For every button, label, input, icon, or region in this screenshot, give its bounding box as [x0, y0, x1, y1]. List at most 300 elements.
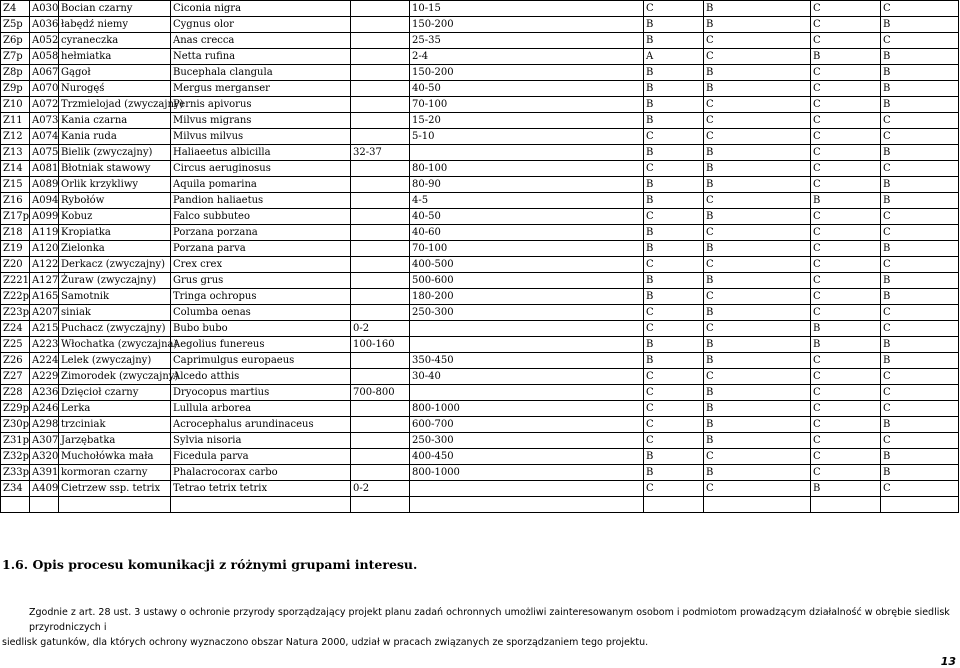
page-number: 13	[940, 655, 956, 668]
table-row	[1, 257, 959, 273]
cell-isolation: C	[811, 161, 881, 177]
cell-population-breeding	[410, 497, 644, 513]
cell-polish-name: Kropiatka	[59, 225, 171, 241]
cell-conservation-status: C	[704, 113, 811, 129]
cell-isolation: B	[811, 193, 881, 209]
cell-isolation: C	[811, 417, 881, 433]
cell-isolation: C	[811, 353, 881, 369]
cell-overall-assessment: C	[881, 401, 959, 417]
cell-polish-name: Zimorodek (zwyczajny)	[59, 369, 171, 385]
cell-conservation-status: B	[704, 81, 811, 97]
table-row	[1, 97, 959, 113]
cell-site-code: Z23p	[1, 305, 30, 321]
cell-population-breeding: 350-450	[410, 353, 644, 369]
cell-population-resident	[351, 209, 410, 225]
cell-site-code: Z8p	[1, 65, 30, 81]
table-row	[1, 337, 959, 353]
cell-natura-code: A307	[30, 433, 59, 449]
cell-site-code: Z20	[1, 257, 30, 273]
cell-natura-code: A073	[30, 113, 59, 129]
cell-polish-name: kormoran czarny	[59, 465, 171, 481]
cell-latin-name: Acrocephalus arundinaceus	[171, 417, 351, 433]
cell-natura-code: A229	[30, 369, 59, 385]
cell-isolation: C	[811, 209, 881, 225]
cell-natura-code: A320	[30, 449, 59, 465]
cell-overall-assessment: C	[881, 305, 959, 321]
cell-isolation: C	[811, 369, 881, 385]
cell-population-breeding: 250-300	[410, 305, 644, 321]
cell-population-breeding: 30-40	[410, 369, 644, 385]
cell-conservation-status: B	[704, 401, 811, 417]
cell-latin-name	[171, 497, 351, 513]
cell-overall-assessment: B	[881, 177, 959, 193]
cell-population-resident	[351, 353, 410, 369]
cell-isolation: C	[811, 401, 881, 417]
cell-site-code: Z22p	[1, 289, 30, 305]
cell-polish-name: trzciniak	[59, 417, 171, 433]
table-row	[1, 17, 959, 33]
cell-population-breeding: 80-90	[410, 177, 644, 193]
cell-site-code: Z6p	[1, 33, 30, 49]
cell-population-assessment: C	[644, 401, 704, 417]
cell-isolation: C	[811, 17, 881, 33]
cell-conservation-status: B	[704, 209, 811, 225]
table-row	[1, 305, 959, 321]
cell-population-assessment: C	[644, 129, 704, 145]
cell-overall-assessment: C	[881, 385, 959, 401]
cell-population-assessment: B	[644, 289, 704, 305]
cell-population-breeding: 10-15	[410, 1, 644, 17]
cell-population-resident	[351, 241, 410, 257]
cell-conservation-status: C	[704, 449, 811, 465]
cell-conservation-status: B	[704, 161, 811, 177]
cell-polish-name: Błotniak stawowy	[59, 161, 171, 177]
cell-polish-name: Lelek (zwyczajny)	[59, 353, 171, 369]
cell-population-resident	[351, 49, 410, 65]
cell-population-resident	[351, 113, 410, 129]
cell-polish-name: Żuraw (zwyczajny)	[59, 273, 171, 289]
cell-population-assessment: C	[644, 417, 704, 433]
cell-polish-name: Nurogęś	[59, 81, 171, 97]
cell-population-resident	[351, 97, 410, 113]
cell-polish-name: siniak	[59, 305, 171, 321]
table-row	[1, 209, 959, 225]
cell-site-code	[1, 497, 30, 513]
cell-site-code: Z27	[1, 369, 30, 385]
cell-population-resident	[351, 161, 410, 177]
cell-polish-name: Derkacz (zwyczajny)	[59, 257, 171, 273]
cell-latin-name: Falco subbuteo	[171, 209, 351, 225]
cell-population-assessment: B	[644, 465, 704, 481]
cell-natura-code: A070	[30, 81, 59, 97]
cell-polish-name: cyraneczka	[59, 33, 171, 49]
cell-population-resident	[351, 401, 410, 417]
cell-isolation: C	[811, 241, 881, 257]
cell-site-code: Z14	[1, 161, 30, 177]
table-row	[1, 177, 959, 193]
cell-population-resident	[351, 433, 410, 449]
cell-site-code: Z28	[1, 385, 30, 401]
cell-conservation-status: B	[704, 385, 811, 401]
cell-site-code: Z19	[1, 241, 30, 257]
table-row	[1, 385, 959, 401]
cell-population-resident	[351, 497, 410, 513]
cell-site-code: Z25	[1, 337, 30, 353]
cell-population-assessment: B	[644, 81, 704, 97]
cell-population-assessment: B	[644, 193, 704, 209]
cell-overall-assessment: C	[881, 481, 959, 497]
cell-natura-code: A207	[30, 305, 59, 321]
cell-population-breeding: 250-300	[410, 433, 644, 449]
table-row	[1, 161, 959, 177]
cell-latin-name: Dryocopus martius	[171, 385, 351, 401]
cell-site-code: Z33p	[1, 465, 30, 481]
cell-conservation-status: B	[704, 417, 811, 433]
table-row	[1, 225, 959, 241]
cell-isolation: C	[811, 433, 881, 449]
cell-polish-name: Bocian czarny	[59, 1, 171, 17]
cell-site-code: Z29p	[1, 401, 30, 417]
cell-population-breeding	[410, 321, 644, 337]
cell-site-code: Z26	[1, 353, 30, 369]
cell-population-breeding: 500-600	[410, 273, 644, 289]
cell-overall-assessment: C	[881, 161, 959, 177]
cell-natura-code: A215	[30, 321, 59, 337]
cell-site-code: Z13	[1, 145, 30, 161]
cell-population-breeding: 70-100	[410, 97, 644, 113]
cell-overall-assessment: C	[881, 321, 959, 337]
cell-overall-assessment: B	[881, 465, 959, 481]
cell-polish-name: Kania czarna	[59, 113, 171, 129]
paragraph-line-2: siedlisk gatunków, dla których ochrony wyznaczono obszar Natura 2000, udział w pracach związanych ze sporządzaniem tego projektu.	[2, 637, 649, 648]
cell-natura-code: A058	[30, 49, 59, 65]
cell-polish-name: Trzmielojad (zwyczajny)	[59, 97, 171, 113]
cell-site-code: Z32p	[1, 449, 30, 465]
cell-population-resident	[351, 257, 410, 273]
cell-population-resident	[351, 1, 410, 17]
cell-latin-name: Tringa ochropus	[171, 289, 351, 305]
cell-natura-code: A236	[30, 385, 59, 401]
cell-population-breeding: 150-200	[410, 65, 644, 81]
cell-conservation-status: B	[704, 241, 811, 257]
cell-population-assessment: C	[644, 1, 704, 17]
cell-conservation-status: B	[704, 1, 811, 17]
cell-overall-assessment: B	[881, 337, 959, 353]
cell-conservation-status: C	[704, 481, 811, 497]
cell-isolation: B	[811, 49, 881, 65]
cell-polish-name: łabędź niemy	[59, 17, 171, 33]
cell-population-assessment: C	[644, 369, 704, 385]
table-row	[1, 113, 959, 129]
cell-isolation: C	[811, 65, 881, 81]
cell-conservation-status: B	[704, 465, 811, 481]
cell-population-resident	[351, 449, 410, 465]
cell-latin-name: Bucephala clangula	[171, 65, 351, 81]
cell-population-assessment: B	[644, 97, 704, 113]
cell-population-breeding: 400-500	[410, 257, 644, 273]
cell-natura-code: A120	[30, 241, 59, 257]
cell-site-code: Z17p	[1, 209, 30, 225]
cell-isolation: C	[811, 465, 881, 481]
cell-latin-name: Haliaeetus albicilla	[171, 145, 351, 161]
cell-population-assessment: C	[644, 321, 704, 337]
cell-site-code: Z221	[1, 273, 30, 289]
cell-overall-assessment: B	[881, 353, 959, 369]
cell-population-resident	[351, 81, 410, 97]
cell-population-resident	[351, 417, 410, 433]
cell-overall-assessment: B	[881, 97, 959, 113]
cell-overall-assessment: C	[881, 369, 959, 385]
table-row	[1, 273, 959, 289]
cell-conservation-status: C	[704, 97, 811, 113]
cell-isolation: C	[811, 225, 881, 241]
cell-latin-name: Porzana porzana	[171, 225, 351, 241]
cell-population-assessment: B	[644, 225, 704, 241]
cell-conservation-status: C	[704, 225, 811, 241]
cell-population-resident	[351, 65, 410, 81]
cell-latin-name: Columba oenas	[171, 305, 351, 321]
table-row	[1, 465, 959, 481]
cell-polish-name: Gągoł	[59, 65, 171, 81]
cell-population-assessment: C	[644, 305, 704, 321]
cell-overall-assessment: C	[881, 113, 959, 129]
cell-population-assessment: C	[644, 433, 704, 449]
cell-population-resident	[351, 289, 410, 305]
cell-natura-code: A127	[30, 273, 59, 289]
cell-site-code: Z16	[1, 193, 30, 209]
cell-site-code: Z34	[1, 481, 30, 497]
cell-population-breeding: 15-20	[410, 113, 644, 129]
table-row	[1, 353, 959, 369]
cell-polish-name: Puchacz (zwyczajny)	[59, 321, 171, 337]
cell-site-code: Z24	[1, 321, 30, 337]
cell-natura-code: A030	[30, 1, 59, 17]
cell-population-breeding: 80-100	[410, 161, 644, 177]
cell-population-resident	[351, 177, 410, 193]
section-heading: 1.6. Opis procesu komunikacji z różnymi grupami interesu.	[2, 557, 418, 572]
cell-natura-code: A036	[30, 17, 59, 33]
cell-site-code: Z5p	[1, 17, 30, 33]
cell-population-breeding	[410, 481, 644, 497]
cell-site-code: Z31p	[1, 433, 30, 449]
cell-site-code: Z15	[1, 177, 30, 193]
cell-population-resident	[351, 369, 410, 385]
cell-natura-code: A122	[30, 257, 59, 273]
cell-natura-code: A072	[30, 97, 59, 113]
cell-overall-assessment: B	[881, 273, 959, 289]
cell-conservation-status: C	[704, 49, 811, 65]
cell-latin-name: Ciconia nigra	[171, 1, 351, 17]
cell-population-resident	[351, 225, 410, 241]
cell-overall-assessment: C	[881, 257, 959, 273]
cell-population-breeding: 40-50	[410, 81, 644, 97]
cell-polish-name: Muchołówka mała	[59, 449, 171, 465]
cell-population-assessment: B	[644, 65, 704, 81]
cell-latin-name: Crex crex	[171, 257, 351, 273]
table-row	[1, 497, 959, 513]
cell-latin-name: Sylvia nisoria	[171, 433, 351, 449]
cell-latin-name: Anas crecca	[171, 33, 351, 49]
cell-overall-assessment: C	[881, 33, 959, 49]
cell-isolation: C	[811, 129, 881, 145]
cell-population-assessment: B	[644, 273, 704, 289]
cell-population-assessment: B	[644, 33, 704, 49]
cell-population-assessment: B	[644, 337, 704, 353]
cell-population-assessment: B	[644, 241, 704, 257]
cell-isolation: C	[811, 305, 881, 321]
cell-natura-code	[30, 497, 59, 513]
cell-population-resident	[351, 193, 410, 209]
table-row	[1, 81, 959, 97]
cell-site-code: Z7p	[1, 49, 30, 65]
cell-polish-name: hełmiatka	[59, 49, 171, 65]
cell-overall-assessment: C	[881, 225, 959, 241]
cell-site-code: Z10	[1, 97, 30, 113]
cell-latin-name: Grus grus	[171, 273, 351, 289]
table-row	[1, 369, 959, 385]
cell-polish-name: Kania ruda	[59, 129, 171, 145]
paragraph-line-1: Zgodnie z art. 28 ust. 3 ustawy o ochronie przyrody sporządzający projekt planu zadań ochronnych umożliwi zainteresowanym osobom i podmiotom prowadzącym działalność w obrębie siedlisk przyrodniczych i	[29, 607, 950, 633]
cell-conservation-status: B	[704, 17, 811, 33]
cell-conservation-status: B	[704, 353, 811, 369]
table-row	[1, 449, 959, 465]
cell-latin-name: Pandion haliaetus	[171, 193, 351, 209]
table-row	[1, 33, 959, 49]
cell-conservation-status: B	[704, 177, 811, 193]
cell-overall-assessment: B	[881, 49, 959, 65]
cell-population-resident: 32-37	[351, 145, 410, 161]
cell-conservation-status: C	[704, 129, 811, 145]
cell-conservation-status	[704, 497, 811, 513]
cell-latin-name: Caprimulgus europaeus	[171, 353, 351, 369]
cell-site-code: Z30p	[1, 417, 30, 433]
cell-conservation-status: C	[704, 33, 811, 49]
cell-population-resident	[351, 129, 410, 145]
cell-conservation-status: B	[704, 337, 811, 353]
cell-isolation: C	[811, 273, 881, 289]
cell-overall-assessment	[881, 497, 959, 513]
cell-population-resident	[351, 17, 410, 33]
cell-population-breeding: 2-4	[410, 49, 644, 65]
section-paragraph	[2, 605, 957, 650]
cell-polish-name: Kobuz	[59, 209, 171, 225]
cell-polish-name: Dzięcioł czarny	[59, 385, 171, 401]
cell-population-assessment: B	[644, 449, 704, 465]
cell-population-breeding: 400-450	[410, 449, 644, 465]
cell-natura-code: A119	[30, 225, 59, 241]
cell-site-code: Z12	[1, 129, 30, 145]
cell-isolation: C	[811, 97, 881, 113]
cell-population-resident: 100-160	[351, 337, 410, 353]
cell-natura-code: A165	[30, 289, 59, 305]
cell-conservation-status: B	[704, 273, 811, 289]
cell-overall-assessment: C	[881, 129, 959, 145]
cell-overall-assessment: C	[881, 209, 959, 225]
cell-conservation-status: C	[704, 193, 811, 209]
cell-latin-name: Circus aeruginosus	[171, 161, 351, 177]
cell-isolation: C	[811, 385, 881, 401]
cell-conservation-status: C	[704, 321, 811, 337]
cell-latin-name: Porzana parva	[171, 241, 351, 257]
cell-natura-code: A089	[30, 177, 59, 193]
cell-polish-name: Włochatka (zwyczajna)	[59, 337, 171, 353]
cell-latin-name: Milvus migrans	[171, 113, 351, 129]
cell-overall-assessment: C	[881, 433, 959, 449]
cell-conservation-status: C	[704, 257, 811, 273]
cell-natura-code: A094	[30, 193, 59, 209]
cell-population-breeding: 40-60	[410, 225, 644, 241]
cell-overall-assessment: B	[881, 65, 959, 81]
cell-population-resident	[351, 33, 410, 49]
cell-polish-name: Samotnik	[59, 289, 171, 305]
cell-site-code: Z18	[1, 225, 30, 241]
cell-population-assessment: B	[644, 17, 704, 33]
cell-natura-code: A075	[30, 145, 59, 161]
table-row	[1, 1, 959, 17]
cell-conservation-status: B	[704, 145, 811, 161]
cell-population-breeding	[410, 337, 644, 353]
cell-overall-assessment: B	[881, 289, 959, 305]
cell-population-assessment: C	[644, 257, 704, 273]
cell-polish-name: Jarzębatka	[59, 433, 171, 449]
cell-isolation: C	[811, 449, 881, 465]
cell-population-assessment: B	[644, 177, 704, 193]
cell-latin-name: Mergus merganser	[171, 81, 351, 97]
cell-overall-assessment: B	[881, 417, 959, 433]
cell-population-breeding	[410, 385, 644, 401]
cell-population-resident	[351, 273, 410, 289]
cell-natura-code: A246	[30, 401, 59, 417]
cell-overall-assessment: B	[881, 449, 959, 465]
table-row	[1, 49, 959, 65]
cell-polish-name: Lerka	[59, 401, 171, 417]
cell-isolation: C	[811, 113, 881, 129]
cell-isolation: C	[811, 145, 881, 161]
cell-population-breeding: 600-700	[410, 417, 644, 433]
cell-site-code: Z4	[1, 1, 30, 17]
cell-latin-name: Bubo bubo	[171, 321, 351, 337]
cell-isolation: B	[811, 481, 881, 497]
table-row	[1, 241, 959, 257]
cell-latin-name: Tetrao tetrix tetrix	[171, 481, 351, 497]
cell-polish-name: Bielik (zwyczajny)	[59, 145, 171, 161]
table-row	[1, 481, 959, 497]
cell-polish-name: Rybołów	[59, 193, 171, 209]
cell-polish-name	[59, 497, 171, 513]
cell-natura-code: A074	[30, 129, 59, 145]
cell-overall-assessment: B	[881, 145, 959, 161]
cell-natura-code: A052	[30, 33, 59, 49]
cell-isolation: C	[811, 33, 881, 49]
table-row	[1, 289, 959, 305]
cell-population-resident: 0-2	[351, 321, 410, 337]
cell-site-code: Z11	[1, 113, 30, 129]
cell-latin-name: Ficedula parva	[171, 449, 351, 465]
cell-latin-name: Lullula arborea	[171, 401, 351, 417]
cell-natura-code: A224	[30, 353, 59, 369]
cell-isolation: C	[811, 81, 881, 97]
cell-latin-name: Phalacrocorax carbo	[171, 465, 351, 481]
cell-latin-name: Aquila pomarina	[171, 177, 351, 193]
cell-population-resident	[351, 305, 410, 321]
cell-latin-name: Pernis apivorus	[171, 97, 351, 113]
cell-natura-code: A409	[30, 481, 59, 497]
cell-population-assessment: C	[644, 209, 704, 225]
cell-population-breeding: 4-5	[410, 193, 644, 209]
cell-population-breeding: 800-1000	[410, 465, 644, 481]
cell-population-assessment: B	[644, 113, 704, 129]
cell-isolation: B	[811, 337, 881, 353]
